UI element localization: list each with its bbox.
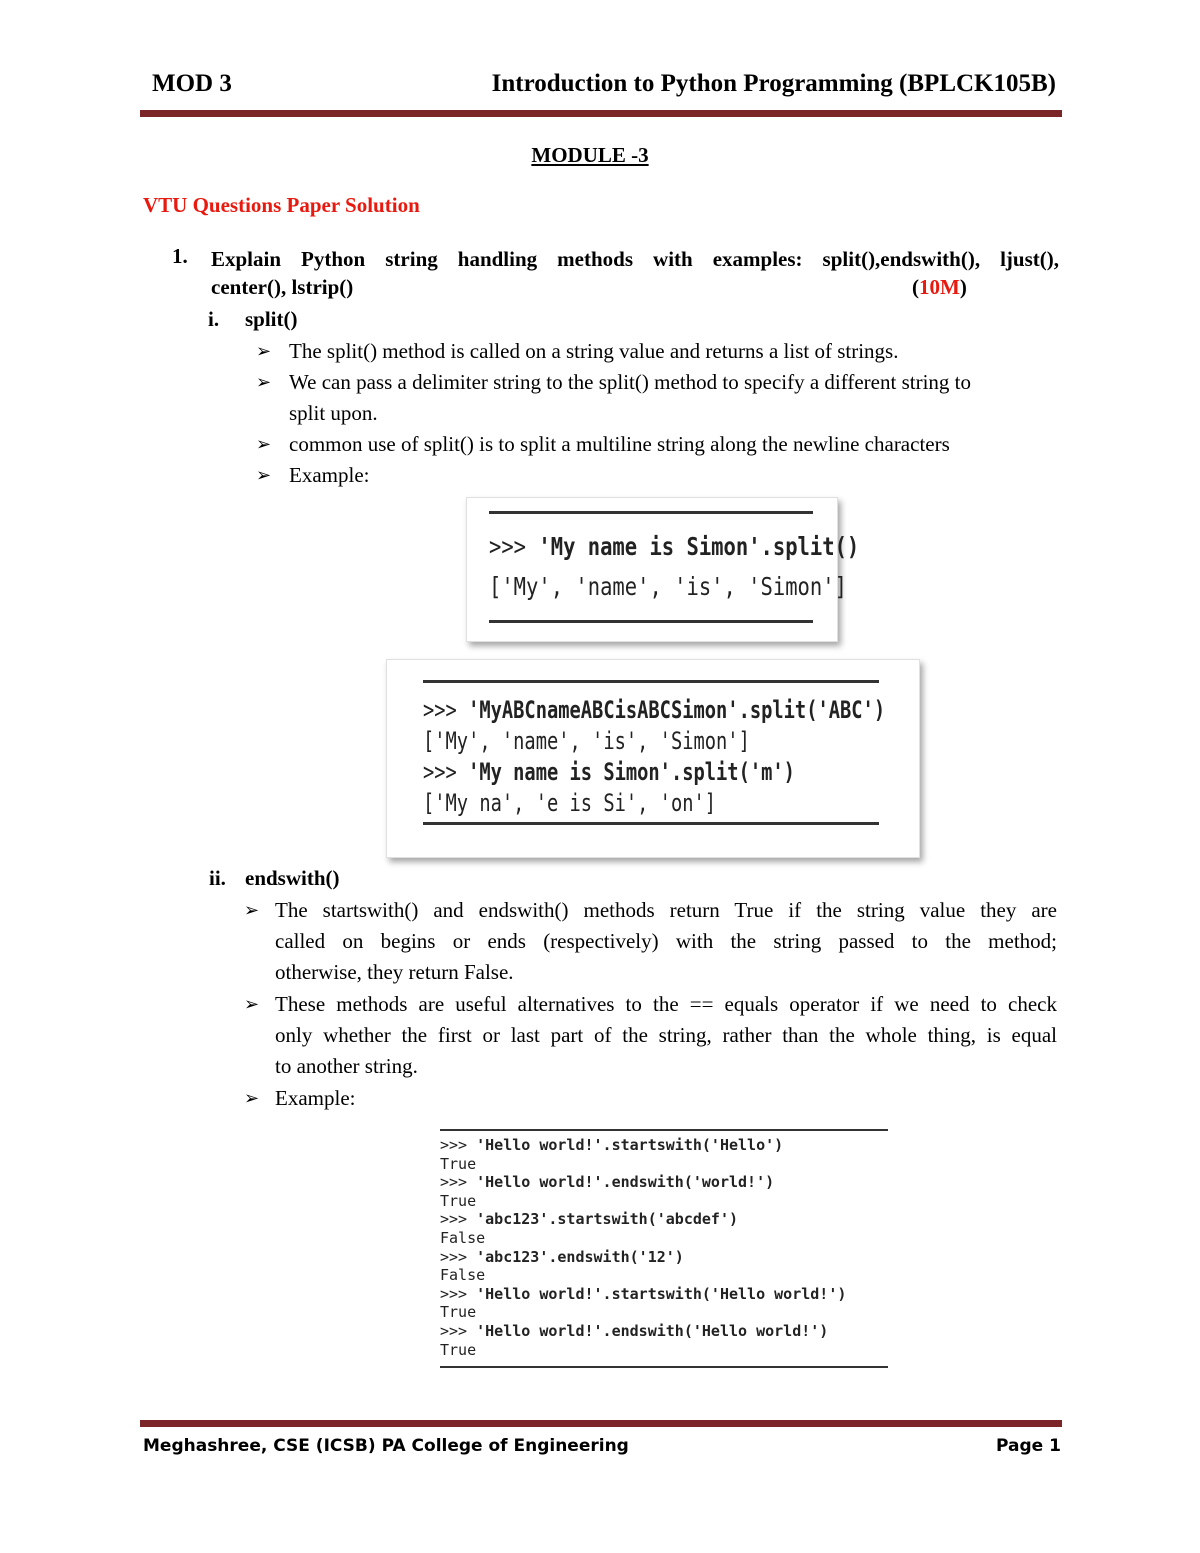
arrow-bullet-icon: ➢ [256,465,272,485]
split-example-2 [386,659,920,858]
arrow-bullet-icon: ➢ [244,900,260,920]
question-text-line1: Explain Python string handling methods with examples: split(),endswith(), ljust(), [211,247,1059,271]
code-line: >>> 'abc123'.startswith('abcdef') [440,1210,739,1229]
code-line: >>> 'My name is Simon'.split() [489,532,860,561]
arrow-bullet-icon: ➢ [244,994,260,1014]
code-line: >>> 'Hello world!'.startswith('Hello world!') [440,1284,847,1303]
page-header [140,68,1062,108]
endswith-example [432,1124,892,1374]
footer-author: Meghashree, CSE (ICSB) PA College of Engineering [143,1436,629,1456]
code-line: >>> 'abc123'.endswith('12') [440,1247,684,1266]
header-module-label: MOD 3 [152,70,232,97]
marks-value: 10M [919,275,960,299]
code-output: True [440,1154,477,1173]
header-course-title: Introduction to Python Programming (BPLCK105B) [491,70,1056,97]
question-marks: (10M) [912,275,967,299]
header-divider [140,110,1062,117]
code-output: ['My', 'name', 'is', 'Simon'] [423,727,750,755]
code-output: ['My na', 'e is Si', 'on'] [423,789,717,817]
module-title: MODULE -3 [531,143,649,167]
code-line: >>> 'Hello world!'.endswith('Hello world!') [440,1322,829,1340]
code-line: >>> 'My name is Simon'.split('m') [423,758,795,786]
code-output: True [440,1340,477,1359]
code-output: True [440,1191,477,1210]
footer-page-number: Page 1 [996,1436,1061,1456]
arrow-bullet-icon: ➢ [256,372,272,392]
subsection-title-endswith: endswith() [245,866,340,890]
code-output: True [440,1303,477,1322]
code-line: >>> 'Hello world!'.startswith('Hello') [440,1136,784,1154]
subsection-title-split: split() [245,307,298,331]
section-title: VTU Questions Paper Solution [143,193,420,217]
arrow-bullet-icon: ➢ [244,1088,260,1108]
subsection-number-endswith: ii. [209,866,226,890]
subsection-number-split: i. [208,307,220,331]
arrow-bullet-icon: ➢ [256,434,272,454]
code-line: >>> 'Hello world!'.endswith('world!') [440,1173,775,1192]
question-text-line2: center(), lstrip() [211,275,354,299]
arrow-bullet-icon: ➢ [256,341,272,361]
code-output: False [440,1229,486,1247]
split-example-1 [466,497,860,642]
footer-divider [140,1420,1062,1427]
code-line: >>> 'MyABCnameABCisABCSimon'.split('ABC') [423,696,886,724]
question-number: 1. [172,244,188,268]
code-output: False [440,1266,486,1285]
code-output: ['My', 'name', 'is', 'Simon'] [489,572,847,601]
